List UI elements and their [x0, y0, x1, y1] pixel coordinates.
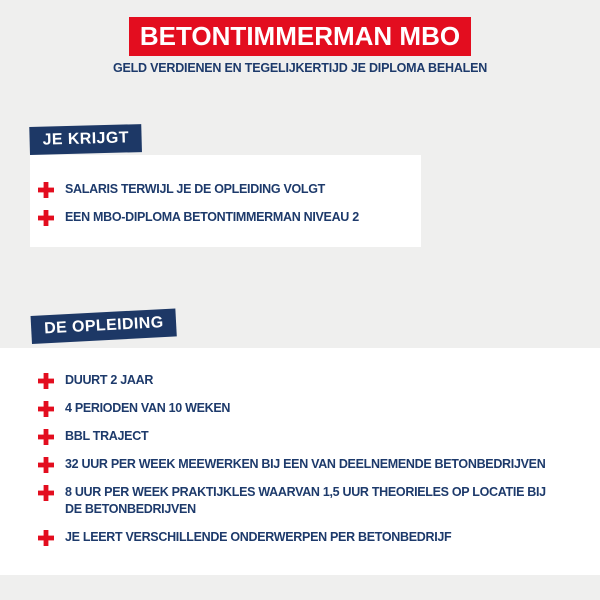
title-banner [129, 17, 471, 56]
item-label: DUURT 2 JAAR [65, 373, 154, 387]
item-label: JE LEERT VERSCHILLENDE ONDERWERPEN PER BETONBEDRIJF [65, 530, 452, 544]
plus-icon [38, 210, 54, 226]
plus-icon [38, 485, 54, 501]
plus-icon [38, 373, 54, 389]
item-label: SALARIS TERWIJL JE DE OPLEIDING VOLGT [65, 182, 326, 196]
list-item [38, 400, 600, 417]
list-item [38, 209, 421, 226]
item-label: BBL TRAJECT [65, 429, 149, 443]
list-item [38, 484, 600, 518]
item-label: 4 PERIODEN VAN 10 WEKEN [65, 401, 231, 415]
page-subtitle: GELD VERDIENEN EN TEGELIJKERTIJD JE DIPLOMA BEHALEN [112, 61, 488, 75]
list-item [38, 456, 600, 473]
section-badge-je-krijgt: JE KRIJGT [29, 124, 142, 155]
list-item [38, 428, 600, 445]
plus-icon [38, 401, 54, 417]
plus-icon [38, 457, 54, 473]
plus-icon [38, 429, 54, 445]
de-opleiding-list [38, 372, 600, 546]
plus-icon [38, 530, 54, 546]
je-krijgt-list [38, 181, 421, 226]
section-panel-je-krijgt [30, 155, 421, 247]
list-item [38, 372, 600, 389]
item-label: EEN MBO-DIPLOMA BETONTIMMERMAN NIVEAU 2 [65, 210, 359, 224]
section-panel-de-opleiding [0, 348, 600, 575]
section-badge-de-opleiding: DE OPLEIDING [31, 308, 178, 344]
list-item [38, 529, 600, 546]
item-label: 8 UUR PER WEEK PRAKTIJKLES WAARVAN 1,5 UUR THEORIELES OP LOCATIE BIJ DE BETONBEDRIJVEN [65, 485, 546, 516]
page-title: BETONTIMMERMAN MBO [139, 21, 461, 51]
list-item [38, 181, 421, 198]
item-label: 32 UUR PER WEEK MEEWERKEN BIJ EEN VAN DEELNEMENDE BETONBEDRIJVEN [65, 457, 546, 471]
plus-icon [38, 182, 54, 198]
